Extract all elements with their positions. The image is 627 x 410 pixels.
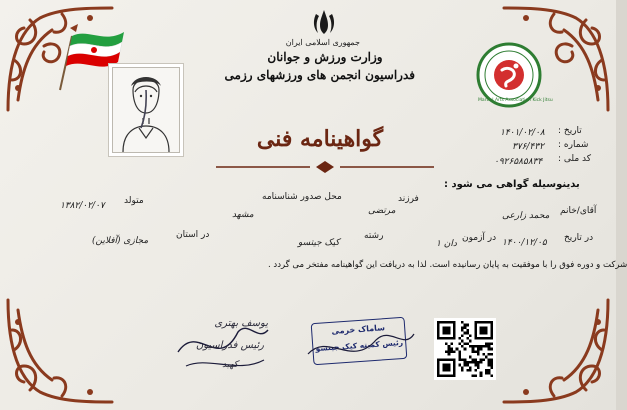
province-value: مجازی (آفلاین) — [92, 236, 149, 246]
corner-ornament-bottom-right — [496, 290, 616, 410]
stamp-line1: ساماک خرمی — [331, 323, 386, 336]
qr-code-icon — [437, 321, 493, 377]
exam-date-value: ۱۴۰۰/۱۲/۰۵ — [502, 238, 547, 248]
born-value: ۱۳۸۲/۰۲/۰۷ — [60, 201, 105, 211]
born-label: متولد — [124, 196, 144, 206]
qr-code[interactable] — [434, 318, 496, 380]
discipline-value: کیک جیتسو — [298, 238, 340, 248]
corner-ornament-bottom-left — [0, 290, 120, 410]
header-republic: جمهوری اسلامی ایران — [285, 38, 360, 47]
issue-place-value: مشهد — [232, 210, 254, 220]
completion-text: شرکت و دوره فوق را با موفقیت به پایان رسانیده است. لذا به دریافت این گواهینامه مفتخر می گردد . — [268, 260, 627, 270]
child-label: فرزند — [398, 194, 419, 204]
signer-name: یوسف بهتری — [214, 318, 268, 329]
header-ministry: وزارت ورزش و جوانان — [267, 50, 383, 64]
number-value: ۳۷۶/۴۳۲ — [512, 142, 545, 152]
header-federation: فدراسیون انجمن های ورزشهای رزمی — [224, 68, 415, 82]
certificate-title: گواهینامه فنی — [256, 126, 384, 152]
national-code-value: ۰۹۲۶۵۸۵۸۳۴ — [494, 157, 543, 167]
issue-place-label: محل صدور شناسنامه — [262, 192, 342, 202]
name-value: محمد زارعی — [502, 211, 550, 221]
signer-extra: کهبد — [222, 360, 238, 370]
title-divider — [212, 160, 438, 174]
student-portrait-icon — [113, 68, 179, 152]
dan-value: دان ۱ — [436, 239, 457, 249]
date-value: ۱۴۰۱/۰۲/۰۸ — [500, 128, 545, 138]
exam-date-label: در تاریخ — [564, 233, 594, 243]
stamp-signature-icon — [300, 310, 420, 370]
national-code-label: کد ملی : — [558, 154, 592, 164]
name-label: آقای/خانم — [560, 206, 597, 216]
student-photo — [112, 67, 180, 153]
signature-left — [168, 312, 278, 382]
signer-role: رئیس فدراسیون — [195, 340, 264, 351]
province-label: در استان — [176, 230, 210, 240]
seal-caption: Martial Arts Association Kick Jitsu — [478, 98, 553, 103]
date-label: تاریخ : — [558, 126, 582, 136]
exam-label: در آزمون — [462, 233, 497, 243]
iran-emblem-icon — [310, 8, 338, 36]
discipline-label: رشته — [364, 231, 384, 241]
stamp-line2: رئیس کمیته کیک جیتسو — [315, 337, 404, 354]
father-value: مرتضی — [368, 206, 396, 216]
intro-text: بدینوسیله گواهی می شود : — [444, 179, 580, 190]
number-label: شماره : — [558, 140, 589, 150]
